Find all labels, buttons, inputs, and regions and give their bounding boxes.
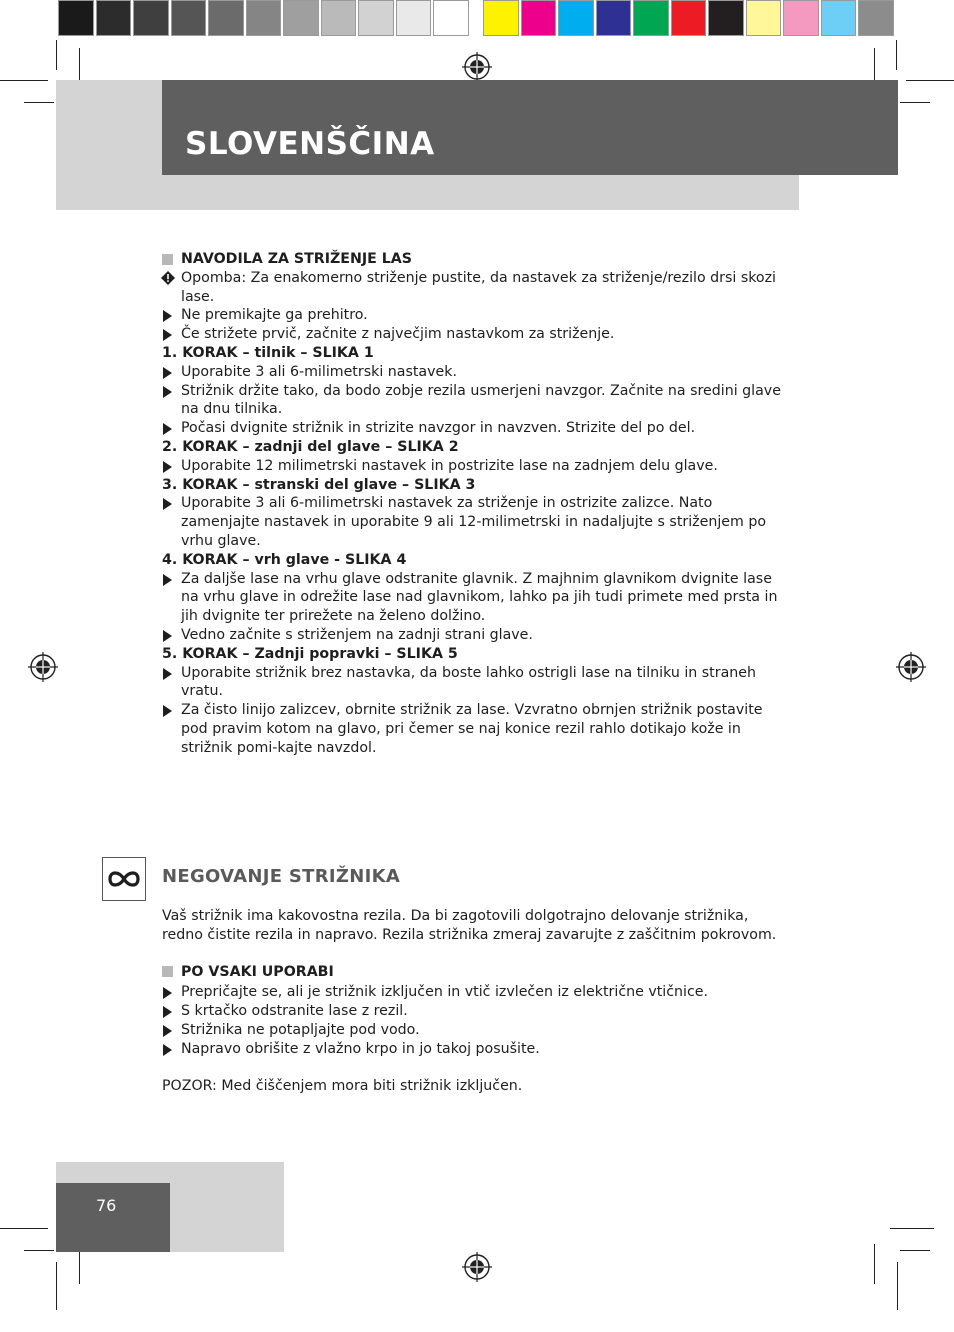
list-item bbox=[162, 325, 792, 344]
color-swatch bbox=[133, 0, 169, 36]
color-swatch bbox=[783, 0, 819, 36]
crop-mark bbox=[56, 1262, 57, 1310]
list-item-text: Uporabite strižnik brez nastavka, da boste lahko ostrigli lase na tilniku in straneh vratu. bbox=[181, 664, 756, 700]
bullet-arrow-icon bbox=[163, 705, 172, 717]
list-item bbox=[162, 626, 792, 645]
care-intro: Vaš strižnik ima kakovostna rezila. Da bi zagotovili dolgotrajno delovanje strižnika, redno čistite rezila in napravo. Rezila strižnika zmeraj zavarujte z zaščitnim pokrovom. bbox=[162, 908, 777, 943]
list-item-text: Uporabite 12 milimetrski nastavek in postrizite lase na zadnjem delu glave. bbox=[181, 457, 718, 474]
step-heading: 3. KORAK – stranski del glave – SLIKA 3 bbox=[162, 476, 476, 493]
list-item-text: Za daljše lase na vrhu glave odstranite glavnik. Z majhnim glavnikom dvignite lase na vrhu glave in odrežite lase nad glavnikom, lahko pa jih tudi primete med prsta in jih dvignite ter prirežete na želeno dolžino. bbox=[181, 570, 778, 625]
color-swatch bbox=[96, 0, 132, 36]
list-item bbox=[162, 1021, 792, 1040]
list-item-text: Uporabite 3 ali 6-milimetrski nastavek. bbox=[181, 363, 457, 380]
list-item bbox=[162, 382, 792, 420]
color-swatch-bar bbox=[483, 0, 896, 38]
bullet-arrow-icon bbox=[163, 668, 172, 680]
section-heading bbox=[162, 250, 792, 269]
list-item bbox=[162, 306, 792, 325]
color-swatch bbox=[746, 0, 782, 36]
step-heading: 2. KORAK – zadnji del glave – SLIKA 2 bbox=[162, 438, 459, 455]
list-item-text: Uporabite 3 ali 6-milimetrski nastavek za striženje in ostrizite zalizce. Nato zamenjajte nastavek in uporabite 9 ali 12-milimetrski in nadaljujte s striženjem po vrhu glave. bbox=[181, 495, 767, 549]
section-heading-label: PO VSAKI UPORABI bbox=[181, 963, 334, 980]
section-heading bbox=[162, 963, 792, 982]
square-icon bbox=[162, 966, 173, 977]
care-heading: NEGOVANJE STRIŽNIKA bbox=[162, 866, 401, 887]
color-swatch bbox=[521, 0, 557, 36]
crop-mark bbox=[24, 1250, 54, 1251]
color-swatch bbox=[633, 0, 669, 36]
color-swatch bbox=[483, 0, 519, 36]
list-item bbox=[162, 363, 792, 382]
color-swatch bbox=[396, 0, 432, 36]
registration-mark-icon bbox=[462, 52, 492, 82]
bullet-arrow-icon bbox=[163, 1044, 172, 1056]
bullet-arrow-icon bbox=[163, 423, 172, 435]
color-swatch bbox=[858, 0, 894, 36]
list-item bbox=[162, 701, 792, 757]
color-swatch bbox=[821, 0, 857, 36]
crop-mark bbox=[897, 1262, 898, 1310]
bullet-arrow-icon bbox=[163, 310, 172, 322]
crop-mark bbox=[890, 1228, 934, 1229]
color-swatch bbox=[708, 0, 744, 36]
bullet-arrow-icon bbox=[163, 987, 172, 999]
color-swatch bbox=[358, 0, 394, 36]
crop-mark bbox=[896, 40, 897, 70]
list-item bbox=[162, 664, 792, 702]
list-item-text: S krtačko odstranite lase z rezil. bbox=[181, 1003, 408, 1020]
color-swatch bbox=[321, 0, 357, 36]
bullet-arrow-icon bbox=[163, 367, 172, 379]
note-text: Opomba: Za enakomerno striženje pustite, da nastavek za striženje/rezilo drsi skozi lase. bbox=[181, 269, 777, 305]
crop-mark bbox=[874, 1244, 875, 1284]
bullet-arrow-icon bbox=[163, 329, 172, 341]
color-swatch bbox=[171, 0, 207, 36]
registration-mark-icon bbox=[462, 1252, 492, 1282]
list-item-text: Prepričajte se, ali je strižnik izključen in vtič izvlečen iz električne vtičnice. bbox=[181, 984, 709, 1001]
color-swatch bbox=[433, 0, 469, 36]
step-heading: 4. KORAK – vrh glave - SLIKA 4 bbox=[162, 551, 407, 568]
crop-mark bbox=[56, 40, 57, 70]
color-swatch bbox=[671, 0, 707, 36]
color-swatch bbox=[246, 0, 282, 36]
list-item bbox=[162, 457, 792, 476]
bullet-arrow-icon bbox=[163, 630, 172, 642]
care-warning: POZOR: Med čiščenjem mora biti strižnik izključen. bbox=[162, 1077, 523, 1094]
list-item bbox=[162, 570, 792, 626]
grey-swatch-bar bbox=[58, 0, 471, 38]
crop-mark bbox=[24, 102, 54, 103]
crop-mark bbox=[0, 1228, 48, 1229]
list-item-text: Za čisto linijo zalizcev, obrnite strižnik za lase. Vzvratno obrnjen strižnik postavite pod pravim kotom na glavo, pri čemer se naj konice rezil rahlo dotikajo kože in strižnik pomi-kajte navzdol. bbox=[181, 702, 763, 756]
list-item bbox=[162, 494, 792, 550]
list-item bbox=[162, 419, 792, 438]
color-swatch bbox=[58, 0, 94, 36]
bullet-arrow-icon bbox=[163, 574, 172, 586]
page-title: SLOVENŠČINA bbox=[185, 126, 435, 162]
square-icon bbox=[162, 254, 173, 265]
page-number: 76 bbox=[96, 1196, 117, 1215]
section-heading-label: NAVODILA ZA STRIŽENJE LAS bbox=[181, 251, 413, 267]
infinity-icon bbox=[102, 857, 146, 901]
crop-mark bbox=[906, 80, 954, 81]
cutting-instructions bbox=[162, 250, 792, 758]
step-heading: 1. KORAK – tilnik – SLIKA 1 bbox=[162, 344, 374, 361]
list-item-text: Vedno začnite s striženjem na zadnji strani glave. bbox=[181, 626, 533, 643]
color-swatch bbox=[558, 0, 594, 36]
bullet-arrow-icon bbox=[163, 461, 172, 473]
list-item bbox=[162, 1040, 792, 1059]
bullet-arrow-icon bbox=[163, 386, 172, 398]
list-item-text: Če strižete prvič, začnite z največjim nastavkom za striženje. bbox=[181, 326, 615, 343]
color-swatch bbox=[283, 0, 319, 36]
registration-mark-icon bbox=[28, 652, 58, 682]
list-item bbox=[162, 1002, 792, 1021]
list-item bbox=[162, 983, 792, 1002]
registration-mark-icon bbox=[896, 652, 926, 682]
crop-mark bbox=[900, 102, 930, 103]
note-item bbox=[162, 269, 792, 307]
list-item-text: Napravo obrišite z vlažno krpo in jo takoj posušite. bbox=[181, 1040, 540, 1057]
list-item-text: Ne premikajte ga prehitro. bbox=[181, 307, 368, 324]
list-item-text: Počasi dvignite strižnik in strizite navzgor in navzven. Strizite del po del. bbox=[181, 420, 696, 437]
care-instructions bbox=[162, 907, 792, 1095]
color-swatch bbox=[208, 0, 244, 36]
list-item-text: Strižnika ne potapljajte pod vodo. bbox=[181, 1021, 420, 1038]
bullet-arrow-icon bbox=[163, 1025, 172, 1037]
bullet-arrow-icon bbox=[163, 498, 172, 510]
crop-mark bbox=[0, 80, 48, 81]
warning-icon bbox=[161, 271, 175, 285]
step-heading: 5. KORAK – Zadnji popravki – SLIKA 5 bbox=[162, 645, 458, 662]
list-item-text: Strižnik držite tako, da bodo zobje rezila usmerjeni navzgor. Začnite na sredini glave na dnu tilnika. bbox=[181, 382, 781, 418]
crop-mark bbox=[900, 1250, 930, 1251]
footer-dark-band bbox=[56, 1183, 170, 1252]
bullet-arrow-icon bbox=[163, 1006, 172, 1018]
color-swatch bbox=[596, 0, 632, 36]
